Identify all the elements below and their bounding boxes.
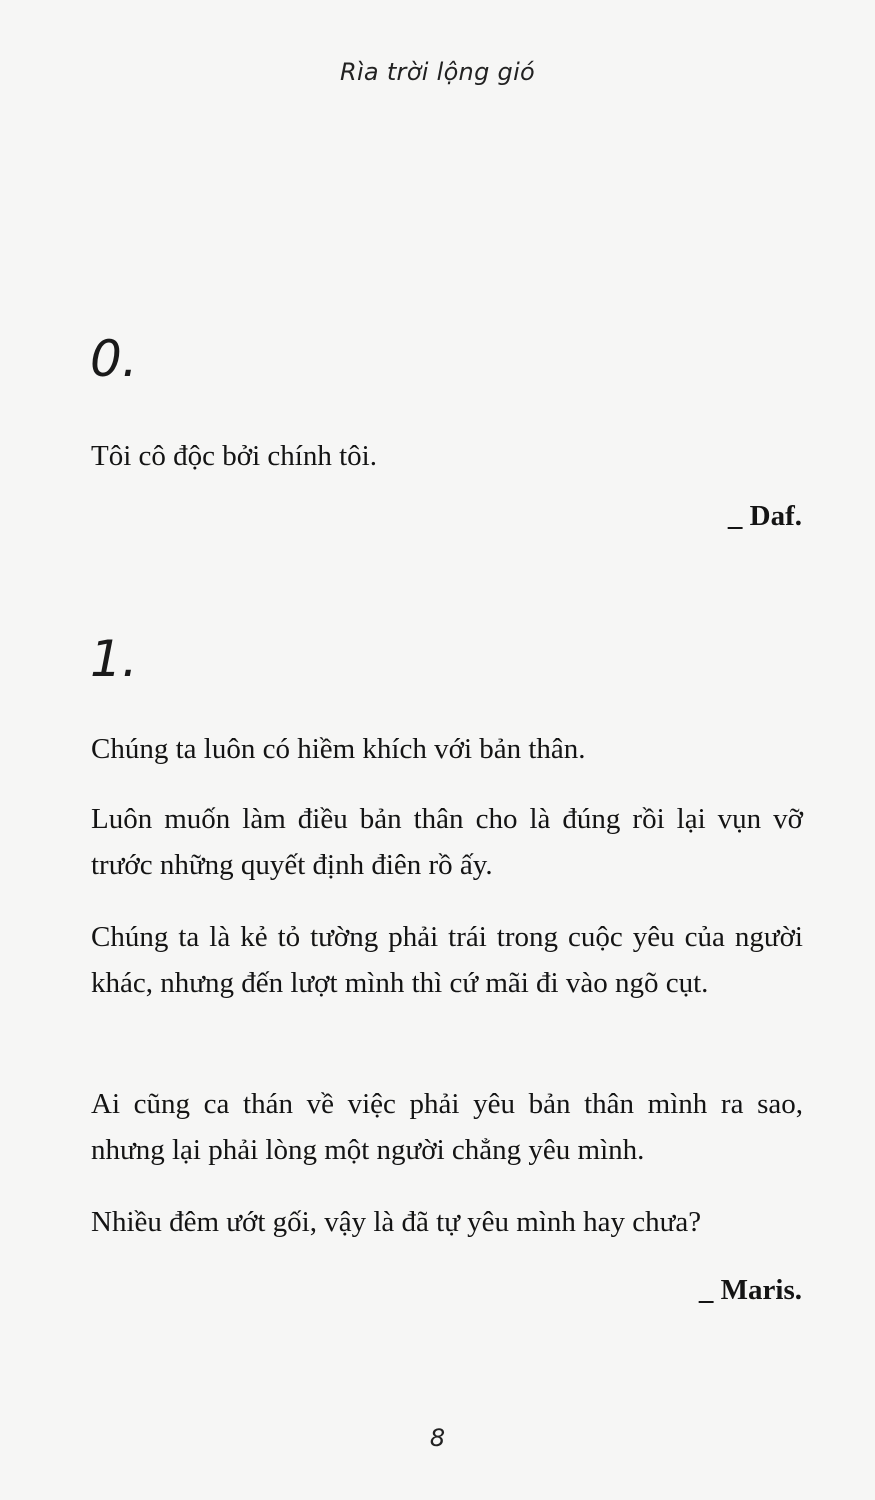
section-paragraph: Ai cũng ca thán về việc phải yêu bản thân mình ra sao, nhưng lại phải lòng một người chẳng yêu mình.	[91, 1088, 803, 1166]
page-number: 8	[429, 1424, 446, 1452]
running-header-title: Rìa trời lộng gió	[339, 58, 536, 86]
section-paragraph: Tôi cô độc bởi chính tôi.	[91, 440, 377, 472]
section-number: 0.	[90, 330, 138, 388]
section-paragraph: Chúng ta là kẻ tỏ tường phải trái trong cuộc yêu của người khác, nhưng đến lượt mình thì cứ mãi đi vào ngõ cụt.	[91, 921, 803, 999]
section-paragraph: Nhiều đêm ướt gối, vậy là đã tự yêu mình hay chưa?	[91, 1206, 702, 1238]
section-number: 1.	[90, 630, 138, 688]
section-paragraph: Luôn muốn làm điều bản thân cho là đúng rồi lại vụn vỡ trước những quyết định điên rồ ấy.	[91, 803, 803, 881]
section-signature: _ Daf.	[727, 500, 802, 532]
section-signature: _ Maris.	[698, 1274, 802, 1306]
section-paragraph: Chúng ta luôn có hiềm khích với bản thân.	[91, 733, 586, 765]
